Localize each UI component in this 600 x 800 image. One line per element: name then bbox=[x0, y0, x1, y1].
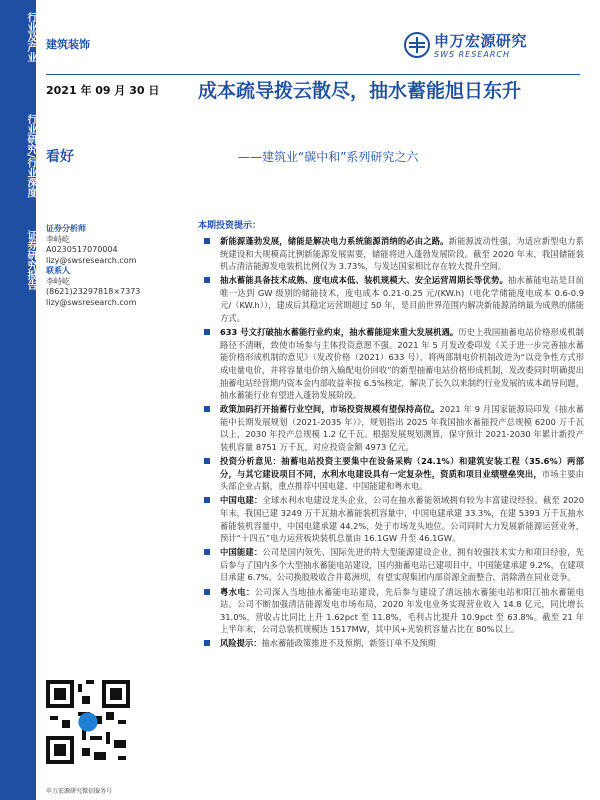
investment-rating: 看好 bbox=[46, 149, 74, 165]
header-divider bbox=[46, 74, 580, 75]
bullet-marker bbox=[204, 497, 210, 503]
logo bbox=[404, 28, 574, 68]
bullet-marker bbox=[204, 329, 210, 335]
investment-summary bbox=[198, 218, 584, 652]
qr-code-icon bbox=[46, 680, 130, 764]
report-date: 2021 年 09 月 30 日 bbox=[46, 84, 160, 97]
logo-icon bbox=[404, 32, 430, 58]
sidebar-label-research-type: 行业研究/行业深度 bbox=[25, 114, 36, 198]
analyst-email[interactable]: lizy@swsresearch.com bbox=[46, 255, 137, 265]
contact-label: 联系人 bbox=[46, 266, 70, 275]
bullet-marker bbox=[204, 277, 210, 283]
sidebar-label-industry: 行业及产业 bbox=[25, 12, 36, 62]
sidebar-label-report: 证券研究报告 bbox=[25, 230, 36, 290]
logo-text-cn: 申万宏源研究 bbox=[434, 32, 528, 50]
left-sidebar bbox=[0, 0, 36, 800]
bullet-marker bbox=[204, 238, 210, 244]
list-item: 风险提示：抽水蓄能政策推进不及预期，新签订单不及预期 bbox=[198, 637, 584, 650]
list-item: 抽水蓄能具备技术成熟、度电成本低、装机规模大、安全运营周期长等优势。抽水蓄能电站是目前唯一达到 GW 级别的储能技术，度电成本 0.21-0.25 元/(KW.h)（电化学储能度电成本 0.6-0.9 元/（KW.h）），建成后其稳定运营期超过 50 年，是目前世界范围内解决新能源消纳最为成熟的储能方式。 bbox=[198, 274, 584, 324]
bullet-marker bbox=[204, 640, 210, 646]
list-item: 中国能建：公司是国内领先、国际先进的特大型能源建设企业，拥有较强技术实力和项目经验，先后参与了国内多个大型抽水蓄能电站建设，国内抽蓄电站已建项目中，中国能建承建 9.2%，在建项目承建 6.7%。公司换股吸收合并葛洲坝，有望实现集团内部资源全面整合，消除潜在同业竞争。 bbox=[198, 546, 584, 584]
bullet-marker bbox=[204, 589, 210, 595]
qr-caption: 申万宏源研究微信服务号 bbox=[46, 788, 113, 795]
contact-email[interactable]: lizy@swsresearch.com bbox=[46, 297, 137, 307]
industry-category: 建筑装饰 bbox=[46, 38, 90, 51]
logo-text-en: SWS RESEARCH bbox=[434, 50, 510, 59]
list-item: 投资分析意见：抽蓄电站投资主要集中在设备采购（24.1%）和建筑安装工程（35.6%）两部分，与其它建设项目不同，水利水电建设具有一定复杂性，资质和项目业绩壁垒突出，市场主要由头部企业占据，重点推荐中国电建、中国能建和粤水电。 bbox=[198, 455, 584, 493]
bullet-marker bbox=[204, 549, 210, 555]
bullet-marker bbox=[204, 406, 210, 412]
analyst-name: 李峙屹 bbox=[46, 234, 70, 244]
analyst-cert: A0230517070004 bbox=[46, 245, 118, 254]
contacts-block bbox=[46, 224, 196, 308]
list-item: 633 号文打破抽水蓄能行业约束，抽水蓄能迎来重大发展机遇。历史上我国抽蓄电站价格形成机制路径不清晰，致使市场参与主体投资意愿不强。2021 年 5 月发改委印发《关于进一步完善抽水蓄能价格形成机制的意见》（发改价格（2021）633 号），将两部制电价机制改进为“以竞争性方式形成电量电价，并将容量电价纳入输配电价回收”的新型抽蓄电站价格形成机制，发改委同时明确提出抽蓄电站经营期内资本金内部收益率按 6.5%核定，解决了长久以来制约行业发展的成本疏导问题，抽水蓄能行业有望进入蓬勃发展阶段。 bbox=[198, 326, 584, 402]
contact-name: 李峙屹 bbox=[46, 276, 70, 286]
list-item: 新能源蓬勃发展，储能是解决电力系统能源消纳的必由之路。新能源波动性强，为适应新型电力系统建设和大规模高比例新能源发展需要，储能将进入蓬勃发展阶段。截至 2020 年末，我国储能装机占清洁能源发电装机比例仅为 3.73%，与发达国家相比存在较大提升空间。 bbox=[198, 235, 584, 273]
report-subtitle: ——建筑业“碳中和”系列研究之六 bbox=[238, 150, 419, 164]
list-item: 政策加码打开抽蓄行业空间，市场投资规模有望保持高位。2021 年 9 月国家能源局印发《抽水蓄能中长期发展规划（2021-2035 年）》，规划指出 2025 年我国抽水蓄能投产总规模 6200 万千瓦以上，2030 年投产总规模 1.2 亿千瓦。根据发展规划测算，保守预计 2021-2030 年累计新投产装机容量 8751 万千瓦，对应投资金额 4973 亿元。 bbox=[198, 403, 584, 453]
list-item: 粤水电：公司深入当地抽水蓄能电站建设，先后参与建设了清远抽水蓄能电站和阳江抽水蓄能电站。公司不断加强清洁能源发电市场布局，2020 年发电业务实现营业收入 14.8 亿元，同比增长 31.0%，营收占比同比上升 1.62pct 至 11.8%，毛利占比提升 10.9pct 至 63.8%。截至 21 年上半年末，公司总装机规模达 1517MW，其中风+光装机容量占比在 80%以上。 bbox=[198, 586, 584, 636]
list-item: 中国电建：全球水利水电建设龙头企业，公司在抽水蓄能领域拥有较为丰富建设经验。截至 2020 年末，我国已建 3249 万千瓦抽水蓄能装机容量中，中国电建承建 33.3%，在建 5393 万千瓦抽水蓄能装机容量中，中国电建承建 44.2%，处于市场龙头地位。公司同时大力发展新能源运营业务，预计“十四五”电力运营板块装机总量由 16.1GW 升至 46.1GW。 bbox=[198, 494, 584, 544]
contact-phone: (8621)23297818×7373 bbox=[46, 287, 141, 296]
report-title: 成本疏导拨云散尽，抽水蓄能旭日东升 bbox=[198, 80, 522, 102]
analyst-label: 证券分析师 bbox=[46, 224, 86, 233]
summary-heading: 本期投资提示： bbox=[198, 221, 262, 231]
bullet-marker bbox=[204, 458, 210, 464]
